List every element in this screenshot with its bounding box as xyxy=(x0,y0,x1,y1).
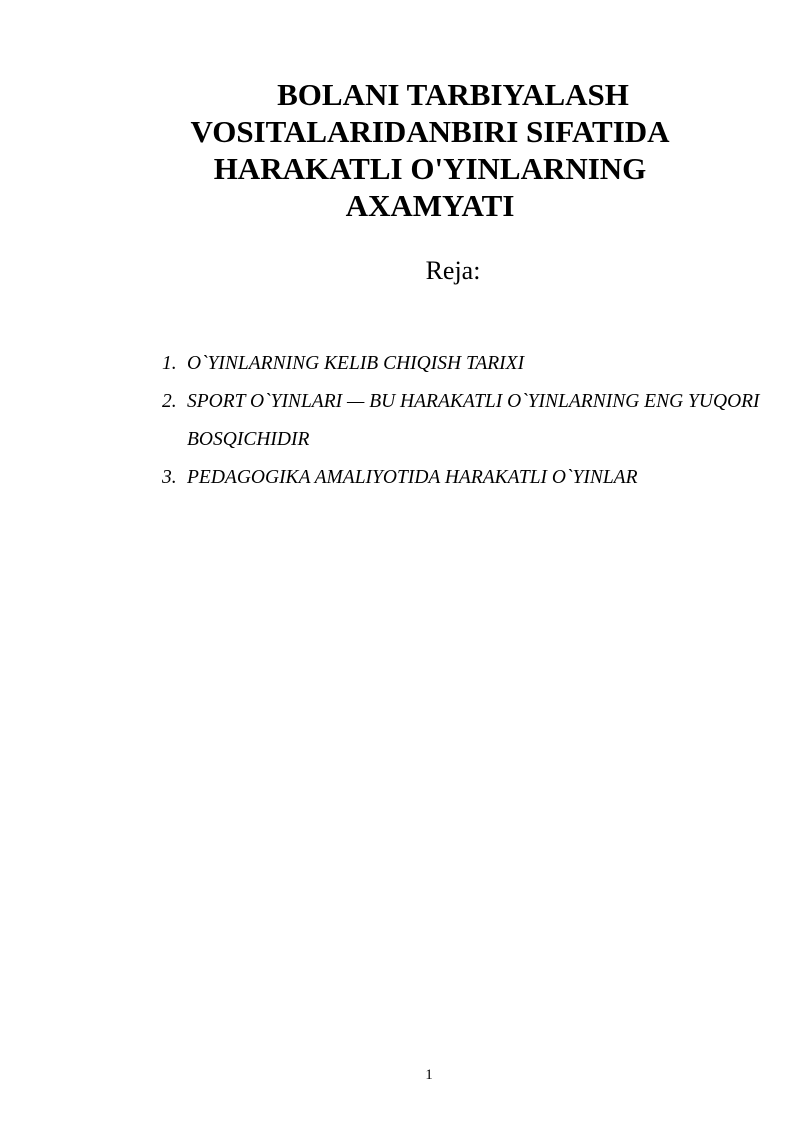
plan-heading: Reja: xyxy=(425,256,481,285)
plan-item-text: SPORT O`YINLARI — BU HARAKATLI O`YINLARNING ENG YUQORI BOSQICHIDIR xyxy=(187,391,760,450)
title-line: AXAMYATI xyxy=(345,188,515,223)
title-line: BOLANI TARBIYALASH xyxy=(277,77,629,112)
plan-list-item xyxy=(162,383,762,459)
plan-item-text: PEDAGOGIKA AMALIYOTIDA HARAKATLI O`YINLAR xyxy=(187,467,638,488)
title-line: HARAKATLI O'YINLARNING xyxy=(213,151,647,186)
page-number: 1 xyxy=(425,1067,433,1083)
title-line: VOSITALARIDANBIRI SIFATIDA xyxy=(190,114,670,149)
plan-item-text: O`YINLARNING KELIB CHIQISH TARIXI xyxy=(187,353,525,374)
plan-list-item xyxy=(162,345,762,383)
plan-item-number: 3. xyxy=(162,467,177,488)
plan-item-number: 1. xyxy=(162,353,177,374)
plan-item-number: 2. xyxy=(162,391,177,412)
document-title xyxy=(150,76,710,224)
plan-list-item xyxy=(162,459,762,497)
plan-list xyxy=(162,345,762,497)
